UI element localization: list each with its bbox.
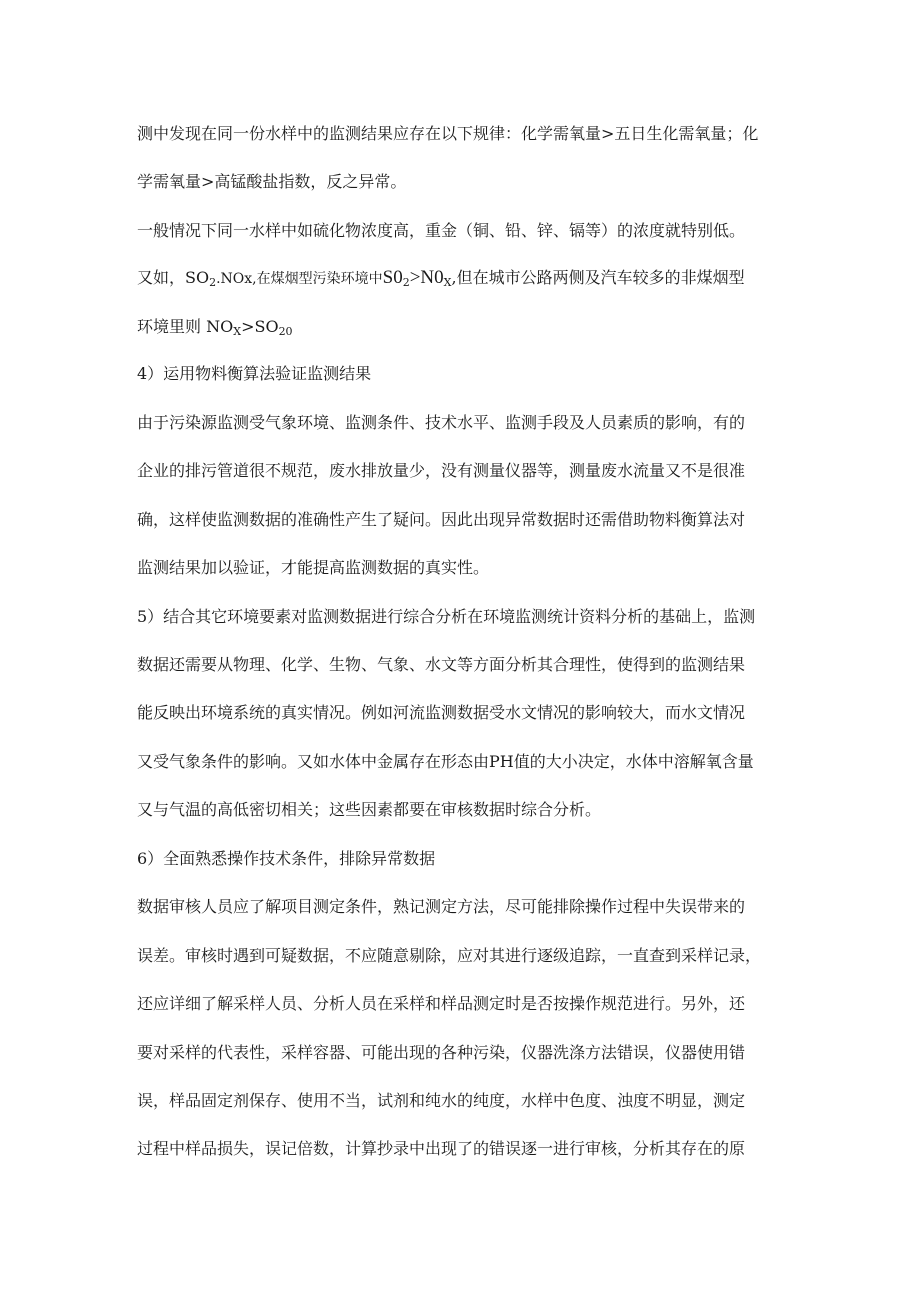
text-line-4: 由于污染源监测受气象环境、监测条件、技术水平、监测手段及人员素质的影响，有的 <box>137 413 746 432</box>
text-line-13: 误差。审核时遇到可疑数据，不应随意剔除，应对其进行逐级追踪，一直查到采样记录， <box>137 946 762 965</box>
text-line-8: 数据还需要从物理、化学、生物、气象、水文等方面分析其合理性，使得到的监测结果 <box>137 655 746 674</box>
text-line-nox <box>137 317 293 337</box>
so2-sub-1: 2 <box>209 276 217 289</box>
so2-big-gt: >N0 <box>409 267 444 288</box>
so2-suffix: ,但在城市公路两侧及汽车较多的非煤烟型 <box>451 268 745 287</box>
text-line-15: 要对采样的代表性，采样容器、可能出现的各种污染，仪器洗涤方法错误，仪器使用错 <box>137 1043 746 1062</box>
section-heading-4: 4）运用物料衡算法验证监测结果 <box>137 364 372 383</box>
text-line-16: 误，样品固定剂保存、使用不当，试剂和纯水的纯度，水样中色度、浊度不明显，测定 <box>137 1091 746 1110</box>
text-line-5: 企业的排污管道很不规范，废水排放量少，没有测量仪器等，测量废水流量又不是很准 <box>137 461 746 480</box>
text-line-7: 监测结果加以验证，才能提高监测数据的真实性。 <box>137 558 490 577</box>
so2-prefix: 又如，SO <box>137 268 210 287</box>
nox-no: NO <box>206 317 234 336</box>
text-line-6: 确，这样使监测数据的准确性产生了疑问。因此出现异常数据时还需借助物料衡算法对 <box>137 510 746 529</box>
so2-sub-2: 2 <box>402 276 410 289</box>
so2-sub-3: X <box>443 276 452 289</box>
text-line-14: 还应详细了解采样人员、分析人员在采样和样品测定时是否按操作规范进行。另外，还 <box>137 994 746 1013</box>
text-line-so2 <box>137 268 745 289</box>
so2-big-s: S0 <box>382 267 403 288</box>
nox-sub-2: 20 <box>278 325 293 338</box>
nox-sub-1: X <box>233 325 242 338</box>
text-line-12: 数据审核人员应了解项目测定条件，熟记测定方法，尽可能排除操作过程中失误带来的 <box>137 897 746 916</box>
nox-prefix: 环境里则 <box>137 317 202 336</box>
section-heading-5: 5）结合其它环境要素对监测数据进行综合分析在环境监测统计资料分析的基础上，监测 <box>137 607 756 626</box>
text-line-11: 又与气温的高低密切相关；这些因素都要在审核数据时综合分析。 <box>137 800 602 819</box>
text-line-3: 一般情况下同一水样中如硫化物浓度高，重金（铜、铅、锌、镉等）的浓度就特别低。 <box>137 221 746 240</box>
section-heading-6: 6）全面熟悉操作技术条件，排除异常数据 <box>137 849 436 868</box>
text-line-17: 过程中样品损失，误记倍数，计算抄录中出现了的错误逐一进行审核，分析其存在的原 <box>137 1139 746 1158</box>
text-line-1: 测中发现在同一份水样中的监测结果应存在以下规律：化学需氧量>五日生化需氧量；化 <box>137 124 759 143</box>
text-line-9: 能反映出环境系统的真实情况。例如河流监测数据受水文情况的影响较大，而水文情况 <box>137 703 746 722</box>
so2-mid: .NOx,在煤烟型污染环境中 <box>216 271 383 287</box>
text-line-2: 学需氧量>高锰酸盐指数，反之异常。 <box>137 172 407 191</box>
nox-gt: >SO <box>241 317 279 336</box>
text-line-10: 又受气象条件的影响。又如水体中金属存在形态由PH值的大小决定，水体中溶解氧含量 <box>137 752 754 771</box>
